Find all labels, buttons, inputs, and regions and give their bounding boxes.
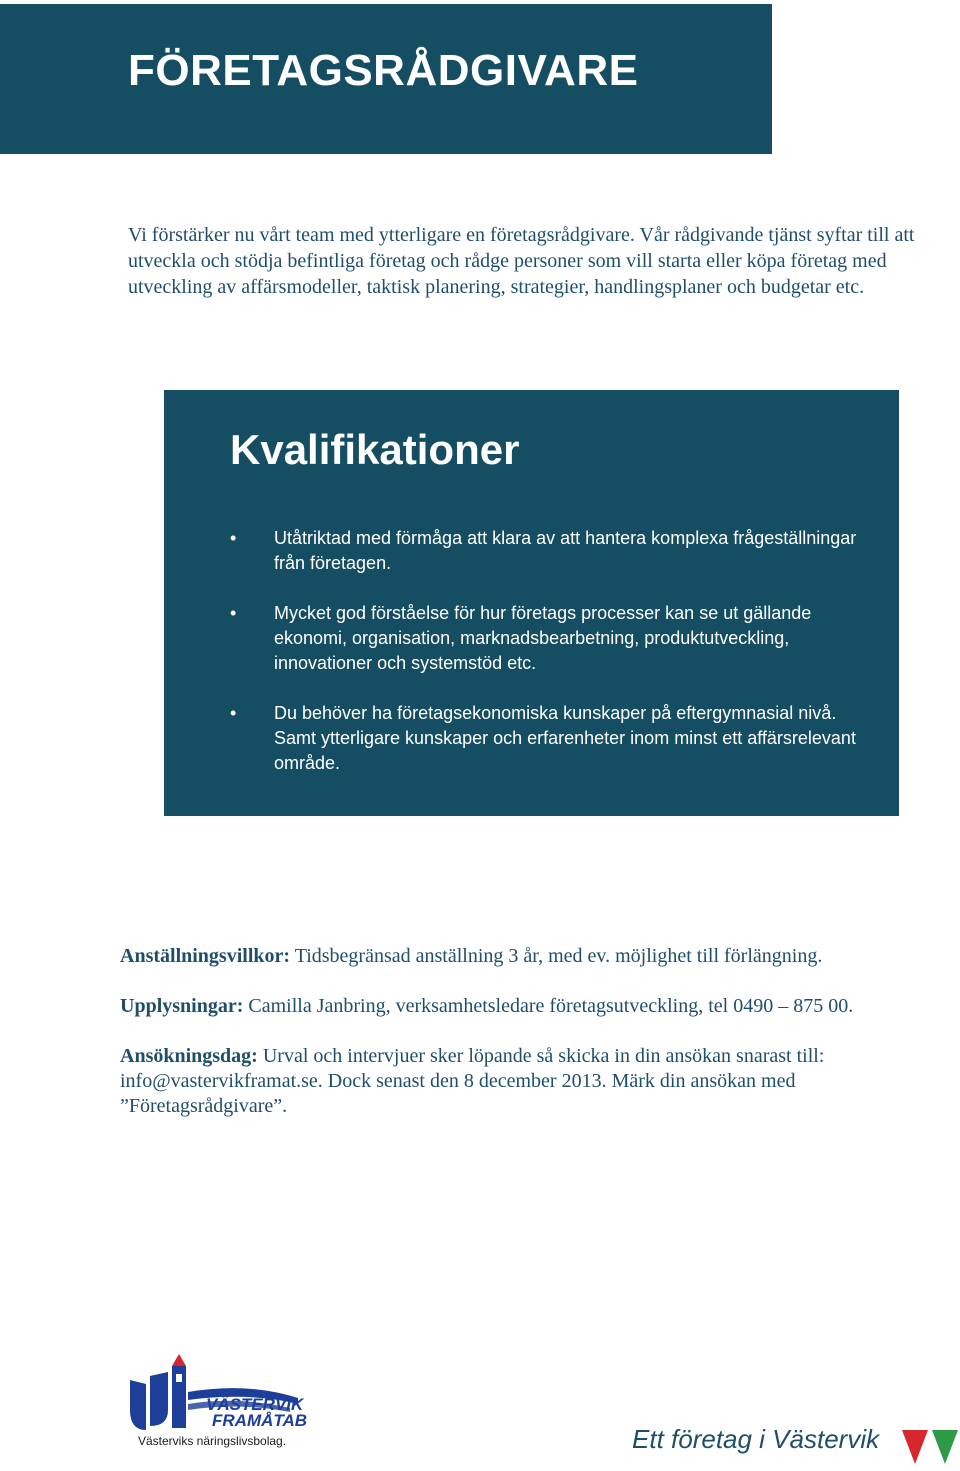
info-text: Camilla Janbring, verksamhetsledare företagsutveckling, tel 0490 – 875 00. <box>248 995 854 1017</box>
application-line <box>120 1044 920 1119</box>
flag-triangles-icon <box>900 1428 960 1466</box>
logo-text-line1: VÄSTERVIK <box>206 1395 304 1414</box>
qualification-text: Utåtriktad med förmåga att klara av att hantera komplexa frågeställningar från företagen. <box>274 528 857 573</box>
info-label: Upplysningar: <box>120 995 244 1017</box>
employment-label: Anställningsvillkor: <box>120 945 291 967</box>
employment-text: Tidsbegränsad anställning 3 år, med ev. möjlighet till förlängning. <box>294 945 823 967</box>
qualifications-list <box>230 526 870 801</box>
slogan-text: Ett företag i Västervik <box>632 1424 880 1454</box>
qualifications-box <box>164 390 899 816</box>
list-item <box>230 701 870 776</box>
page-title: FÖRETAGSRÅDGIVARE <box>128 46 639 95</box>
employment-terms-line <box>120 944 920 969</box>
list-item <box>230 601 870 676</box>
intro-paragraph: Vi förstärker nu vårt team med ytterligare en företagsrådgivare. Vår rådgivande tjänst syftar till att utveckla och stödja befintliga företag och rådge personer som vill starta eller köpa företag med utveckling av affärsmodeller, taktisk planering, strategier, handlingsplaner och budgetar etc. <box>128 224 915 298</box>
apply-text: Urval och intervjuer sker löpande så skicka in din ansökan snarast till: info@vastervikframat.se. Dock senast den 8 december 2013. Märk din ansökan med ”Företagsrådgivare”. <box>120 1045 825 1117</box>
header-band <box>0 4 772 154</box>
bullet-icon: • <box>230 528 237 548</box>
list-item <box>230 526 870 576</box>
bullet-icon: • <box>230 603 237 623</box>
contact-info-line <box>120 994 920 1019</box>
bullet-icon: • <box>230 703 237 723</box>
qualification-text: Du behöver ha företagsekonomiska kunskaper på eftergymnasial nivå. Samt ytterligare kunskaper och erfarenheter inom minst ett affärsrelevant område. <box>274 703 856 773</box>
employment-terms <box>120 944 920 1144</box>
qualifications-title: Kvalifikationer <box>230 426 520 473</box>
qualification-text: Mycket god förståelse för hur företags processer kan se ut gällande ekonomi, organisation, marknadsbearbetning, produktutveckling, innovationer och systemstöd etc. <box>274 603 812 673</box>
logo-text-line2: FRAMÅTAB <box>212 1411 308 1430</box>
logo-tagline: Västerviks näringslivsbolag. <box>138 1434 287 1448</box>
apply-label: Ansökningsdag: <box>120 1045 258 1067</box>
